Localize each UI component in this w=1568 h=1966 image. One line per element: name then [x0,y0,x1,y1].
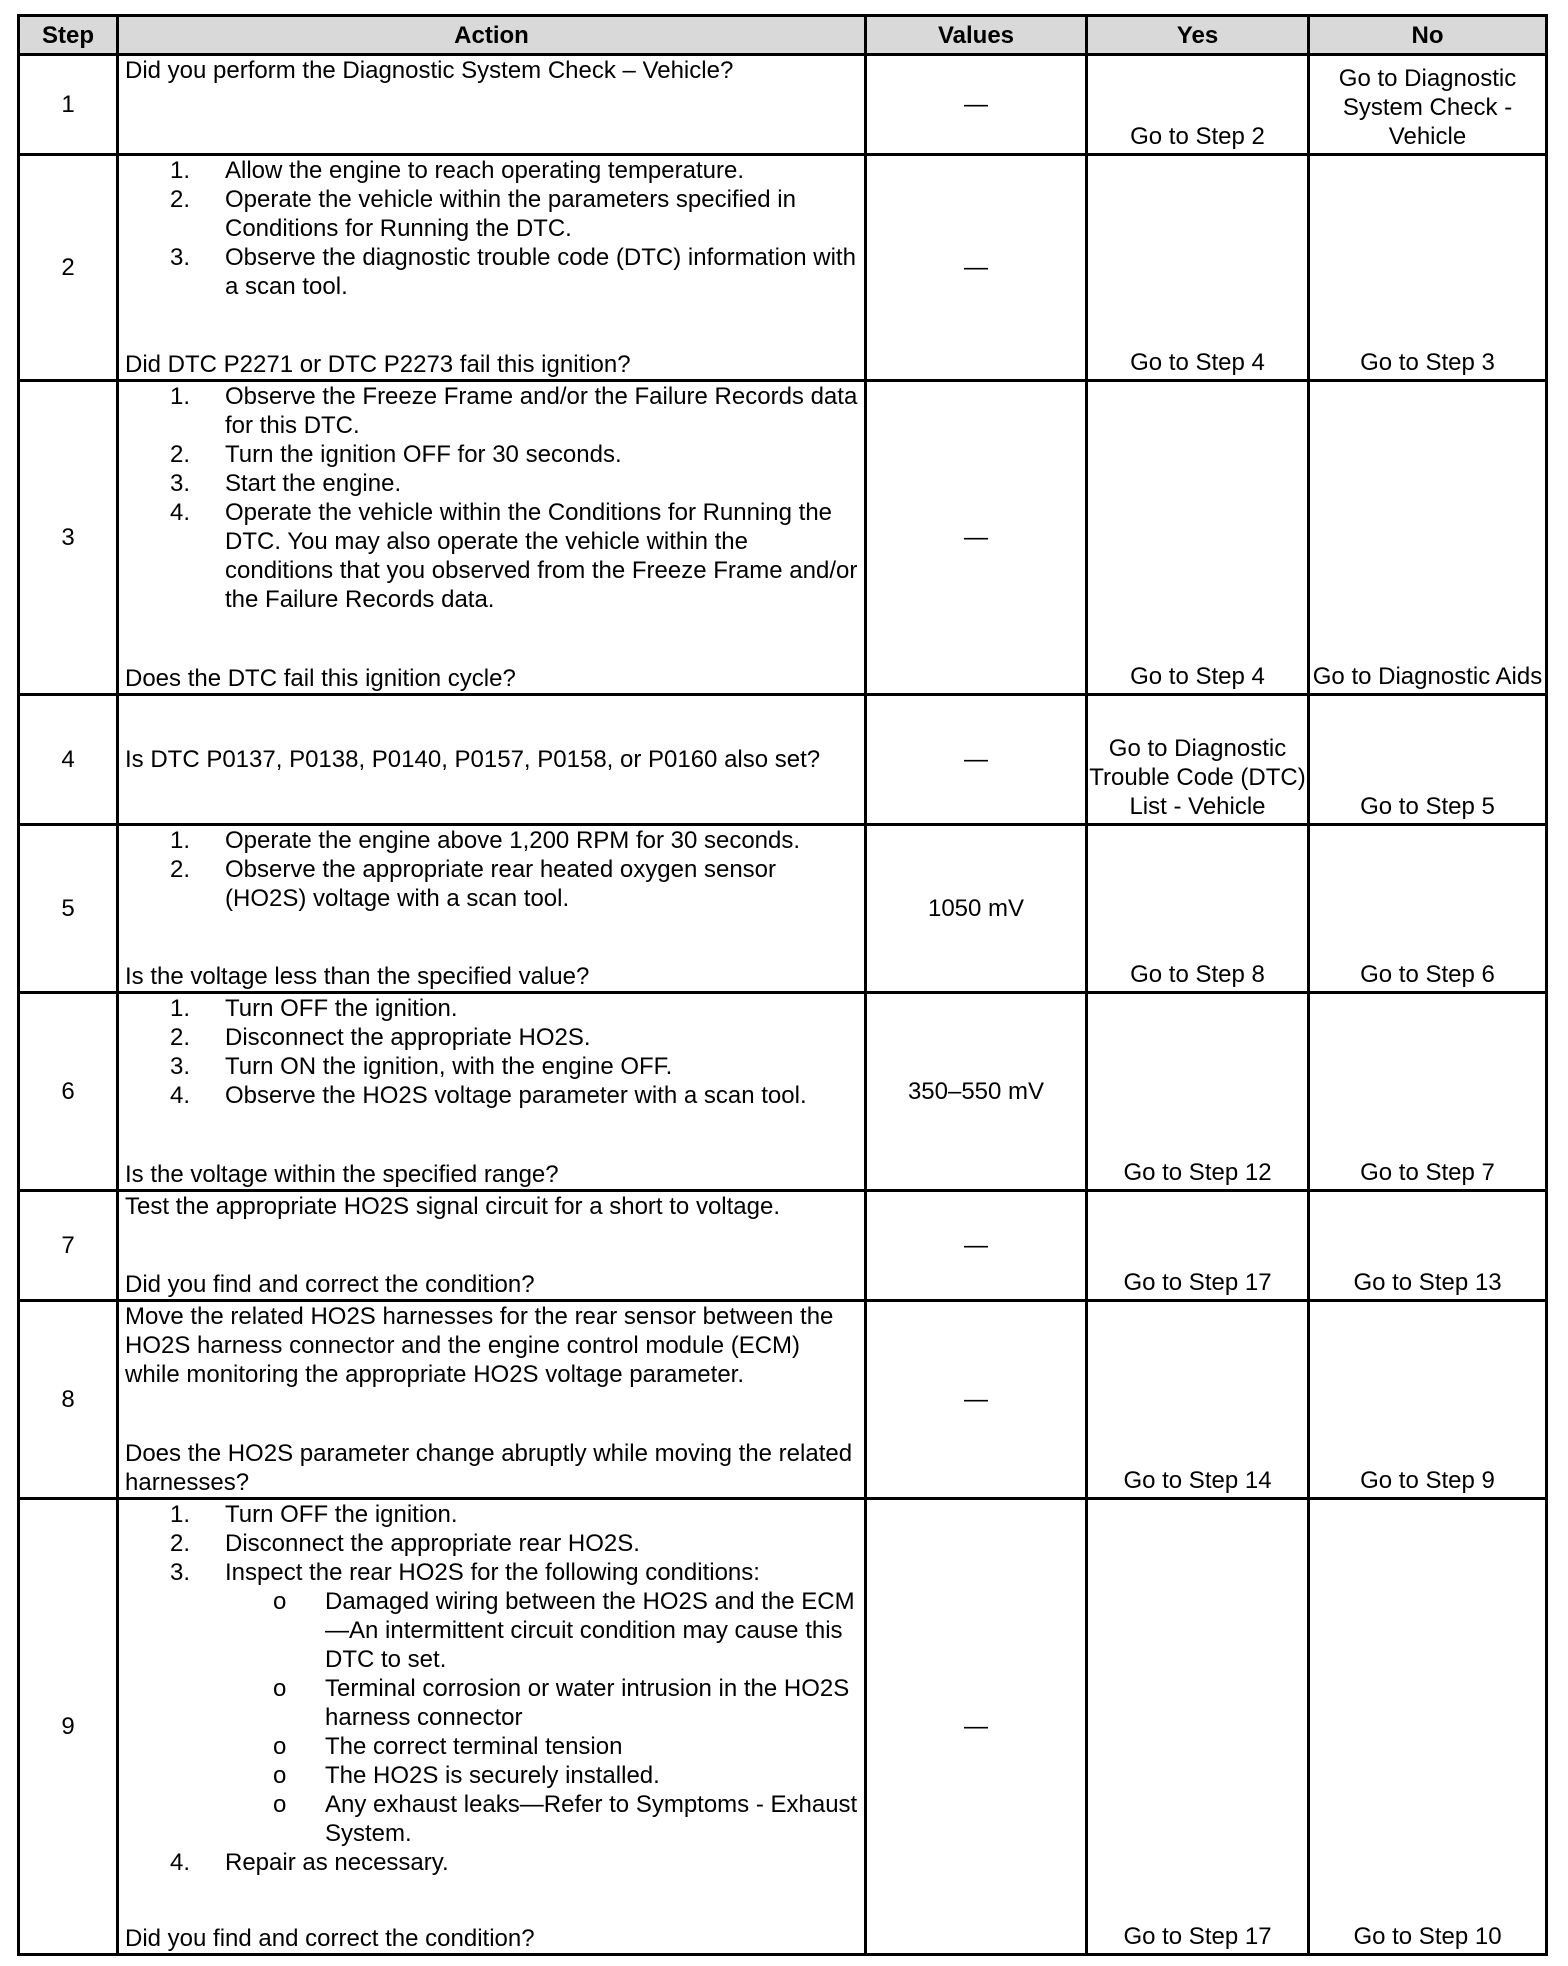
list-item: 4. Observe the HO2S voltage parameter with a scan tool. [170,1082,807,1109]
instruction-text: Test the appropriate HO2S signal circuit for a short to voltage. [125,1193,780,1220]
value-cell: — [866,1301,1087,1499]
no-cell: Go to Step 7 [1309,993,1547,1191]
action-cell [118,155,866,381]
bullet-icon: o [273,1675,287,1702]
list-item: 1. Allow the engine to reach operating temperature. [170,157,744,184]
no-cell: Go to Step 13 [1309,1191,1547,1301]
yes-cell: Go to Diagnostic Trouble Code (DTC) List - Vehicle [1087,695,1309,825]
table-row [19,1301,1547,1499]
no-cell: Go to Step 10 [1309,1499,1547,1955]
table-row [19,381,1547,695]
question-text: Did DTC P2271 or DTC P2273 fail this ignition? [125,351,631,378]
action-cell [118,1499,866,1955]
table-row [19,695,1547,825]
list-item: 1. Observe the Freeze Frame and/or the Failure Records data for this DTC. [170,383,858,439]
step-number: 6 [19,993,118,1191]
list-item: o The HO2S is securely installed. [273,1762,660,1789]
question-text: Did you find and correct the condition? [125,1925,535,1952]
list-item: 1. Turn OFF the ignition. [170,1501,458,1528]
table-row [19,1191,1547,1301]
list-item: o Damaged wiring between the HO2S and the ECM—An intermittent circuit condition may cause this DTC to set. [273,1588,855,1673]
yes-cell: Go to Step 4 [1087,155,1309,381]
list-item: 2. Operate the vehicle within the parameters specified in Conditions for Running the DTC. [170,186,796,242]
no-cell: Go to Step 5 [1309,695,1547,825]
action-cell [118,1301,866,1499]
list-item: 3. Start the engine. [170,470,402,497]
bullet-icon: o [273,1733,287,1760]
question-text: Is DTC P0137, P0138, P0140, P0157, P0158, or P0160 also set? [125,746,821,773]
list-item: 2. Disconnect the appropriate rear HO2S. [170,1530,640,1557]
table-row [19,55,1547,155]
list-item: 1. Operate the engine above 1,200 RPM for 30 seconds. [170,827,801,854]
header-action: Action [118,16,866,55]
list-item: 2. Disconnect the appropriate HO2S. [170,1024,591,1051]
value-cell: 1050 mV [866,825,1087,993]
action-cell [118,695,866,825]
action-cell [118,993,866,1191]
question-text: Did you perform the Diagnostic System Check – Vehicle? [125,57,734,84]
header-no: No [1309,16,1547,55]
action-cell [118,381,866,695]
table-row [19,825,1547,993]
question-text: Does the DTC fail this ignition cycle? [125,665,516,692]
no-cell: Go to Step 9 [1309,1301,1547,1499]
header-values: Values [866,16,1087,55]
question-text: Is the voltage less than the specified value? [125,963,590,990]
list-item: 4. Operate the vehicle within the Conditions for Running the DTC. You may also operate the vehicle within the conditions that you observed from the Freeze Frame and/or the Failure Records data. [170,499,858,613]
step-number: 5 [19,825,118,993]
value-cell: — [866,1499,1087,1955]
action-cell [118,1191,866,1301]
yes-cell: Go to Step 14 [1087,1301,1309,1499]
list-item: o Terminal corrosion or water intrusion in the HO2S harness connector [273,1675,850,1731]
step-number: 3 [19,381,118,695]
value-cell: — [866,381,1087,695]
bullet-icon: o [273,1588,287,1615]
table-row [19,993,1547,1191]
step-number: 4 [19,695,118,825]
table-row [19,1499,1547,1955]
list-item: o Any exhaust leaks—Refer to Symptoms - Exhaust System. [273,1791,858,1847]
list-item: 3. Turn ON the ignition, with the engine OFF. [170,1053,673,1080]
value-cell: — [866,695,1087,825]
step-number: 7 [19,1191,118,1301]
no-cell: Go to Step 6 [1309,825,1547,993]
yes-cell: Go to Step 12 [1087,993,1309,1191]
step-list [125,994,858,1110]
step-number: 8 [19,1301,118,1499]
no-cell: Go to Diagnostic Aids [1309,381,1547,695]
question-text: Does the HO2S parameter change abruptly while moving the related harnesses? [125,1440,853,1496]
list-item: 3. Inspect the rear HO2S for the following conditions: o Damaged wiring between the HO2S and the ECM—An intermittent circuit condition may cause this DTC to set. o Terminal corrosion or water intrusion in the HO2S harness connector o The correct terminal tension o The HO2S is securely installed. o Any exhaust leaks—Refer to Symptoms - Exhaust System. [170,1559,858,1847]
bullet-icon: o [273,1762,287,1789]
question-text: Did you find and correct the condition? [125,1271,535,1298]
yes-cell: Go to Step 8 [1087,825,1309,993]
header-yes: Yes [1087,16,1309,55]
instruction-text: Move the related HO2S harnesses for the rear sensor between the HO2S harness connector and the engine control module (ECM) while monitoring the appropriate HO2S voltage parameter. [125,1303,834,1388]
list-item: 4. Repair as necessary. [170,1849,449,1876]
yes-cell: Go to Step 17 [1087,1499,1309,1955]
condition-list [225,1587,858,1848]
value-cell: — [866,155,1087,381]
value-cell: — [866,55,1087,155]
yes-cell: Go to Step 2 [1087,55,1309,155]
header-step: Step [19,16,118,55]
step-number: 2 [19,155,118,381]
list-item: 3. Observe the diagnostic trouble code (DTC) information with a scan tool. [170,244,856,300]
list-item: 2. Observe the appropriate rear heated oxygen sensor (HO2S) voltage with a scan tool. [170,856,777,912]
action-cell [118,825,866,993]
list-item: o The correct terminal tension [273,1733,623,1760]
step-list [125,1500,858,1877]
no-cell: Go to Step 3 [1309,155,1547,381]
step-list [125,826,858,913]
question-text: Is the voltage within the specified range? [125,1161,559,1188]
bullet-icon: o [273,1791,287,1818]
diagnostic-table [17,14,1548,1956]
yes-cell: Go to Step 17 [1087,1191,1309,1301]
step-list [125,156,858,301]
action-cell [118,55,866,155]
value-cell: — [866,1191,1087,1301]
header-row [19,16,1547,55]
step-list [125,382,858,614]
value-cell: 350–550 mV [866,993,1087,1191]
step-number: 1 [19,55,118,155]
step-number: 9 [19,1499,118,1955]
list-item: 1. Turn OFF the ignition. [170,995,458,1022]
yes-cell: Go to Step 4 [1087,381,1309,695]
table-row [19,155,1547,381]
list-item: 2. Turn the ignition OFF for 30 seconds. [170,441,622,468]
no-cell: Go to Diagnostic System Check - Vehicle [1309,55,1547,155]
